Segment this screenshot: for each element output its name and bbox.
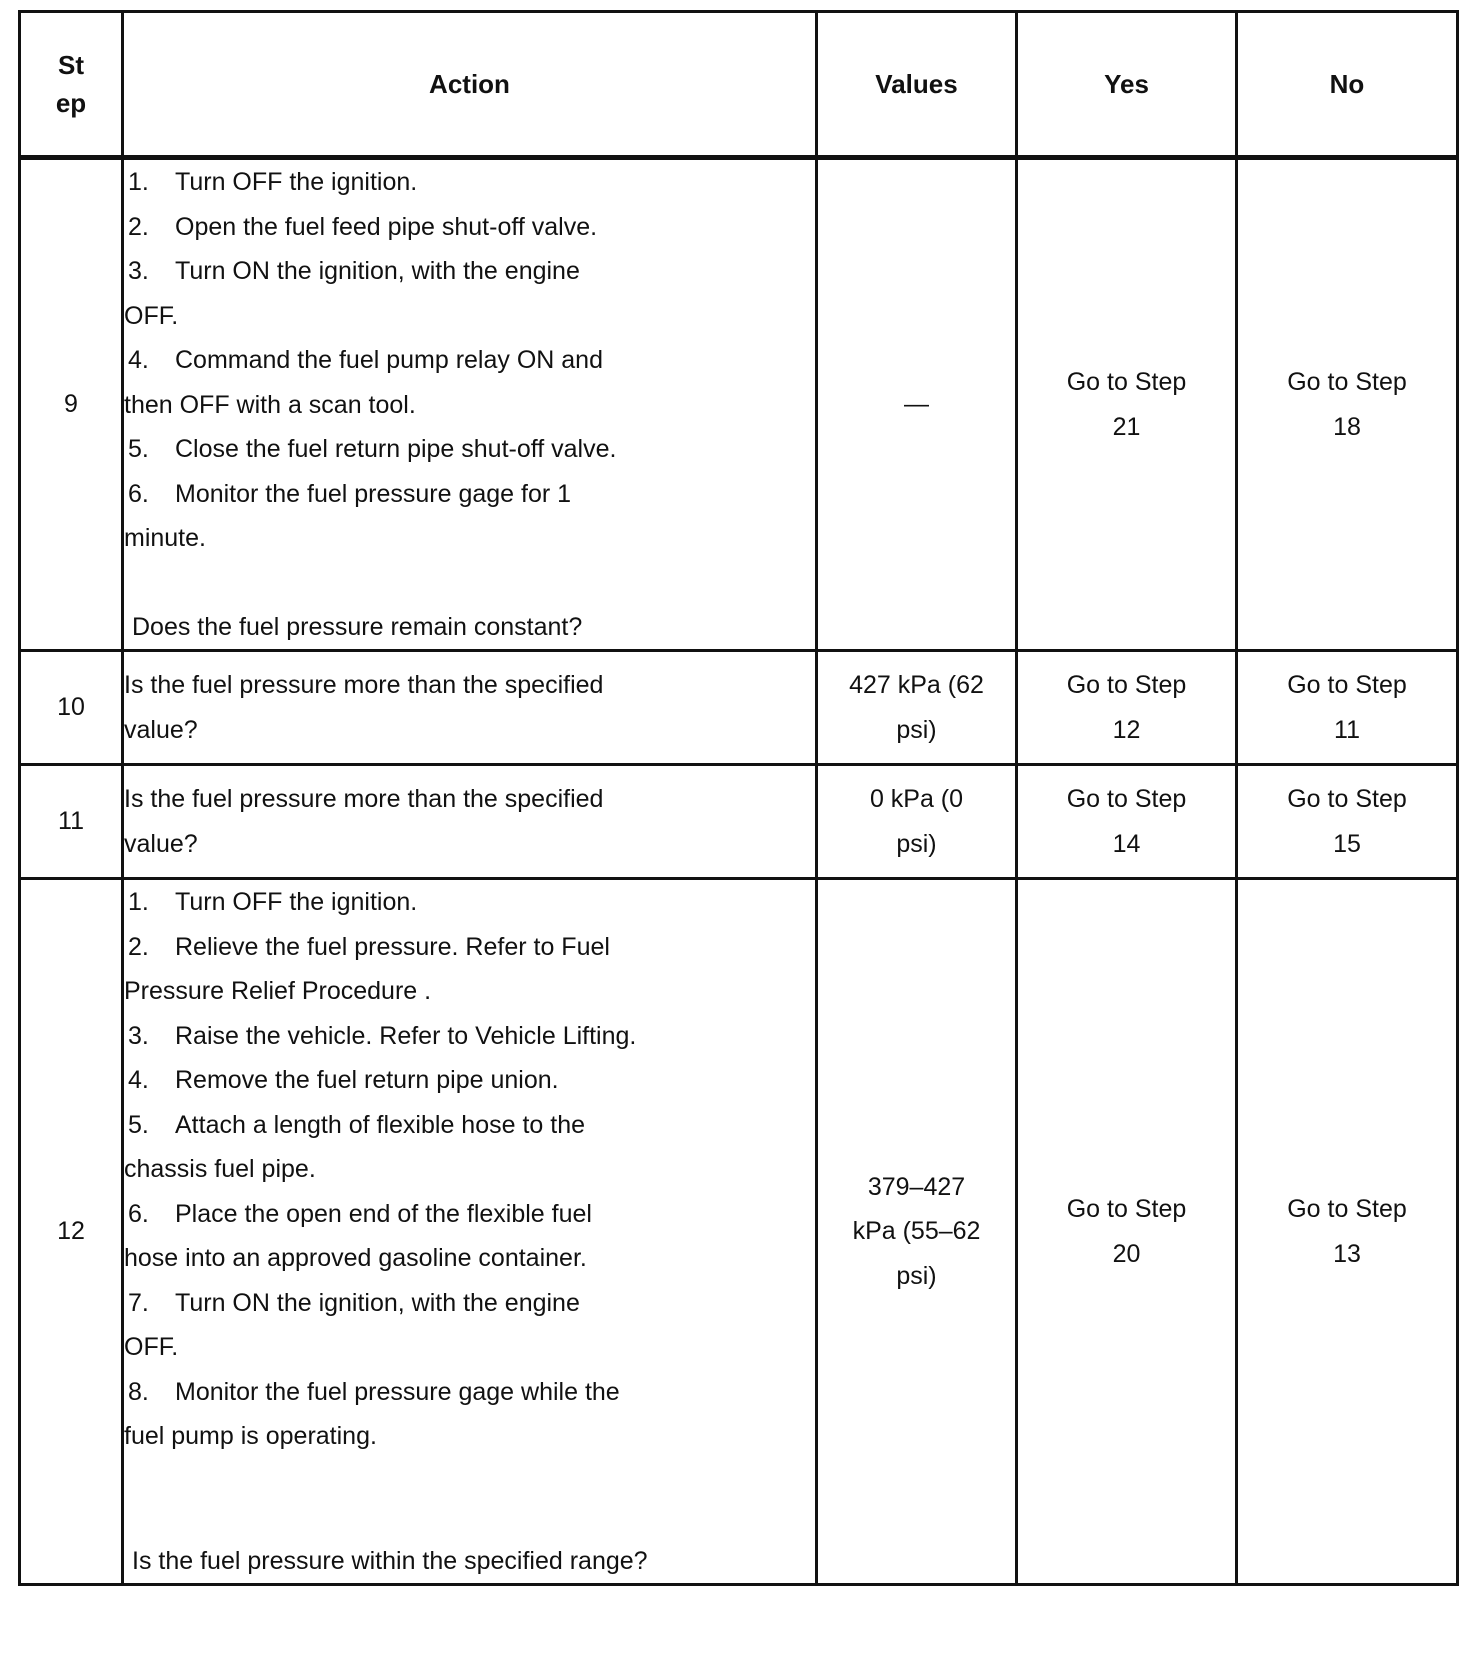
diagnostic-procedure-table bbox=[18, 10, 1459, 1586]
action-question-line2: value? bbox=[124, 829, 198, 858]
action-cell bbox=[123, 879, 817, 1585]
action-question-line1: Is the fuel pressure more than the specified bbox=[124, 785, 604, 813]
header-step-line2: ep bbox=[55, 88, 87, 118]
action-item: 3. Turn ON the ignition, with the engine bbox=[128, 257, 580, 285]
action-item-continuation: hose into an approved gasoline container. bbox=[124, 1244, 587, 1272]
action-item: 8. Monitor the fuel pressure gage while the bbox=[128, 1377, 620, 1406]
action-item: 6. Place the open end of the flexible fuel bbox=[128, 1199, 592, 1228]
header-row bbox=[20, 12, 1458, 158]
value-cell: — bbox=[817, 158, 1017, 651]
action-question-line2: value? bbox=[124, 715, 198, 744]
step-number: 12 bbox=[20, 879, 123, 1585]
action-item-continuation: OFF. bbox=[124, 301, 179, 330]
yes-cell: Go to Step 14 bbox=[1017, 765, 1237, 879]
action-item-continuation: chassis fuel pipe. bbox=[124, 1155, 316, 1183]
action-item: 6. Monitor the fuel pressure gage for 1 bbox=[128, 479, 572, 508]
yes-cell: Go to Step 12 bbox=[1017, 651, 1237, 765]
action-item: 5. Attach a length of flexible hose to the bbox=[128, 1110, 585, 1139]
value-cell: 427 kPa (62 psi) bbox=[817, 651, 1017, 765]
action-item-continuation: minute. bbox=[124, 524, 206, 552]
yes-cell: Go to Step 20 bbox=[1017, 879, 1237, 1585]
action-item: 1. Turn OFF the ignition. bbox=[128, 888, 418, 916]
header-step bbox=[20, 12, 123, 158]
table-row-step-11 bbox=[20, 765, 1458, 879]
action-cell bbox=[123, 158, 817, 651]
action-item: 2. Relieve the fuel pressure. Refer to Fuel bbox=[128, 932, 610, 961]
action-item: 4. Remove the fuel return pipe union. bbox=[128, 1066, 559, 1094]
action-question: Is the fuel pressure within the specified range? bbox=[132, 1546, 648, 1575]
table-row-step-12 bbox=[20, 879, 1458, 1585]
action-item-continuation: fuel pump is operating. bbox=[124, 1422, 377, 1450]
action-item: 1. Turn OFF the ignition. bbox=[128, 168, 418, 196]
step-number: 9 bbox=[20, 158, 123, 651]
no-cell: Go to Step 13 bbox=[1237, 879, 1458, 1585]
table-row-step-9 bbox=[20, 158, 1458, 651]
table-row-step-10 bbox=[20, 651, 1458, 765]
action-item-continuation: Pressure Relief Procedure . bbox=[124, 977, 432, 1005]
step-number: 10 bbox=[20, 651, 123, 765]
header-yes: Yes bbox=[1017, 12, 1237, 158]
action-question: Does the fuel pressure remain constant? bbox=[132, 612, 583, 641]
value-cell: 379–427 kPa (55–62 psi) bbox=[817, 879, 1017, 1585]
action-cell bbox=[123, 651, 817, 765]
header-action: Action bbox=[123, 12, 817, 158]
header-no: No bbox=[1237, 12, 1458, 158]
action-item: 2. Open the fuel feed pipe shut-off valve. bbox=[128, 212, 598, 241]
yes-cell: Go to Step 21 bbox=[1017, 158, 1237, 651]
no-cell: Go to Step 11 bbox=[1237, 651, 1458, 765]
step-number: 11 bbox=[20, 765, 123, 879]
action-item: 3. Raise the vehicle. Refer to Vehicle Lifting. bbox=[128, 1021, 637, 1050]
value-cell: 0 kPa (0 psi) bbox=[817, 765, 1017, 879]
action-question-line1: Is the fuel pressure more than the specified bbox=[124, 671, 604, 699]
header-values: Values bbox=[817, 12, 1017, 158]
action-item: 4. Command the fuel pump relay ON and bbox=[128, 346, 603, 374]
action-item-continuation: OFF. bbox=[124, 1333, 179, 1361]
action-item: 7. Turn ON the ignition, with the engine bbox=[128, 1288, 580, 1317]
action-item-continuation: then OFF with a scan tool. bbox=[124, 390, 416, 419]
action-cell bbox=[123, 765, 817, 879]
no-cell: Go to Step 18 bbox=[1237, 158, 1458, 651]
header-step-line1: St bbox=[58, 50, 84, 80]
action-item: 5. Close the fuel return pipe shut-off valve. bbox=[128, 435, 617, 463]
no-cell: Go to Step 15 bbox=[1237, 765, 1458, 879]
